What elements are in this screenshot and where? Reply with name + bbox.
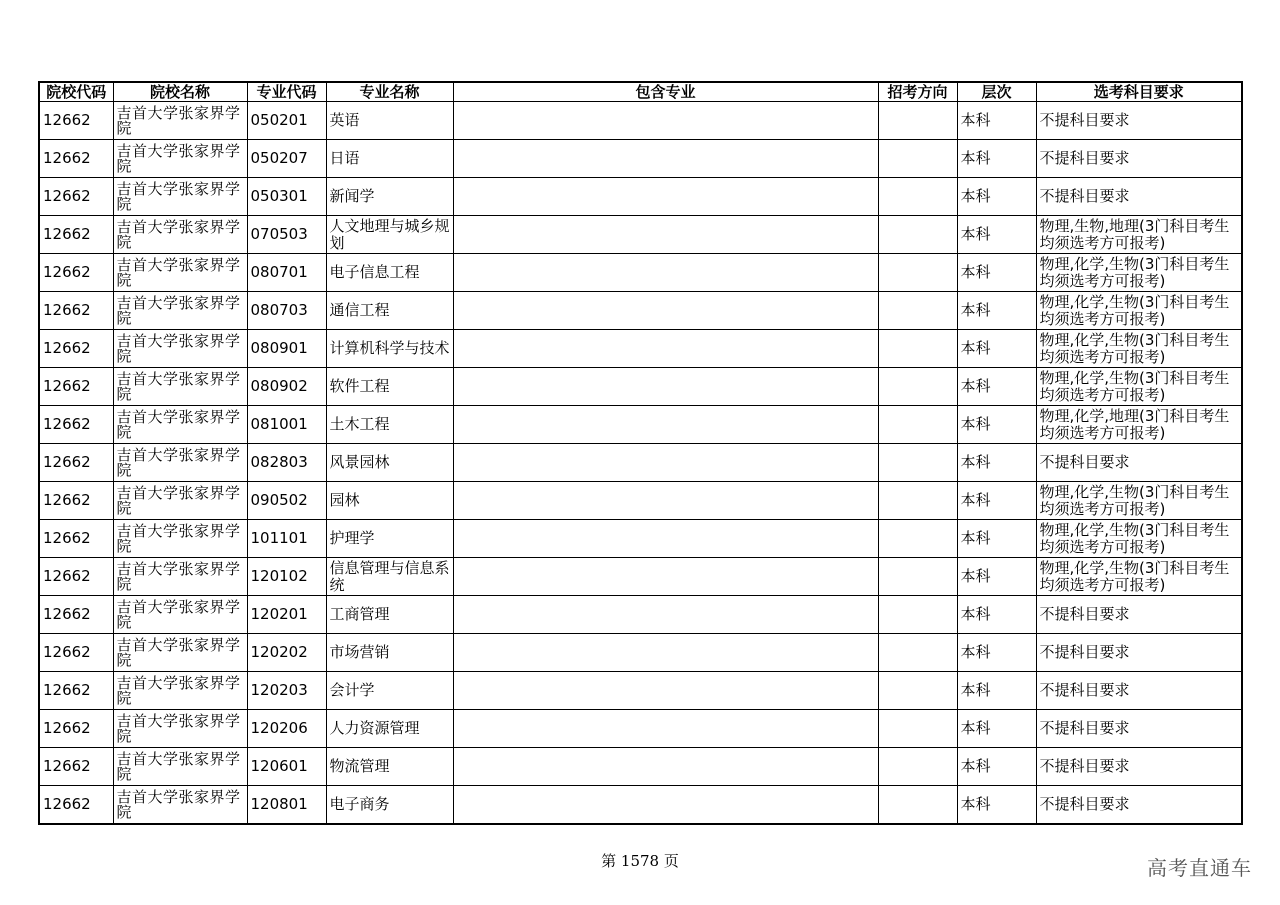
header-major-code: 专业代码 (247, 82, 326, 102)
major-code-cell: 070503 (247, 216, 326, 254)
watermark: 高考直通车 (1147, 856, 1252, 880)
school-code-cell: 12662 (39, 102, 113, 140)
school-code-cell: 12662 (39, 254, 113, 292)
subject-requirements-cell: 不提科目要求 (1036, 140, 1242, 178)
page-number: 第 1578 页 (601, 852, 679, 870)
included-majors-cell (453, 444, 878, 482)
school-code-cell: 12662 (39, 444, 113, 482)
level-cell: 本科 (957, 292, 1036, 330)
major-code-cell: 120102 (247, 558, 326, 596)
major-code-cell: 080901 (247, 330, 326, 368)
school-code-cell: 12662 (39, 672, 113, 710)
direction-cell (878, 292, 957, 330)
school-code-cell: 12662 (39, 178, 113, 216)
table-row (39, 254, 1242, 292)
school-code-cell: 12662 (39, 368, 113, 406)
table-body (39, 102, 1242, 825)
major-code-cell: 081001 (247, 406, 326, 444)
school-name-cell: 吉首大学张家界学院 (113, 634, 247, 672)
included-majors-cell (453, 786, 878, 825)
header-level: 层次 (957, 82, 1036, 102)
subject-requirements-cell: 不提科目要求 (1036, 444, 1242, 482)
table-row (39, 634, 1242, 672)
school-name-cell: 吉首大学张家界学院 (113, 444, 247, 482)
direction-cell (878, 444, 957, 482)
school-name-cell: 吉首大学张家界学院 (113, 406, 247, 444)
table-row (39, 140, 1242, 178)
school-code-cell: 12662 (39, 216, 113, 254)
header-subject-requirements: 选考科目要求 (1036, 82, 1242, 102)
table-row (39, 710, 1242, 748)
included-majors-cell (453, 292, 878, 330)
direction-cell (878, 330, 957, 368)
included-majors-cell (453, 330, 878, 368)
level-cell: 本科 (957, 368, 1036, 406)
major-code-cell: 120801 (247, 786, 326, 825)
included-majors-cell (453, 482, 878, 520)
school-name-cell: 吉首大学张家界学院 (113, 710, 247, 748)
major-name-cell: 市场营销 (326, 634, 453, 672)
major-code-cell: 120201 (247, 596, 326, 634)
subject-requirements-cell: 物理,化学,生物(3门科目考生均须选考方可报考) (1036, 368, 1242, 406)
major-code-cell: 050207 (247, 140, 326, 178)
major-name-cell: 计算机科学与技术 (326, 330, 453, 368)
level-cell: 本科 (957, 482, 1036, 520)
major-code-cell: 050301 (247, 178, 326, 216)
major-code-cell: 080701 (247, 254, 326, 292)
major-name-cell: 护理学 (326, 520, 453, 558)
school-code-cell: 12662 (39, 596, 113, 634)
school-name-cell: 吉首大学张家界学院 (113, 178, 247, 216)
level-cell: 本科 (957, 710, 1036, 748)
level-cell: 本科 (957, 634, 1036, 672)
major-name-cell: 通信工程 (326, 292, 453, 330)
major-code-cell: 050201 (247, 102, 326, 140)
major-name-cell: 英语 (326, 102, 453, 140)
included-majors-cell (453, 596, 878, 634)
school-code-cell: 12662 (39, 482, 113, 520)
major-name-cell: 园林 (326, 482, 453, 520)
included-majors-cell (453, 748, 878, 786)
major-name-cell: 工商管理 (326, 596, 453, 634)
school-name-cell: 吉首大学张家界学院 (113, 140, 247, 178)
level-cell: 本科 (957, 140, 1036, 178)
table-row (39, 292, 1242, 330)
major-code-cell: 120203 (247, 672, 326, 710)
table-row (39, 672, 1242, 710)
table-row (39, 520, 1242, 558)
major-code-cell: 082803 (247, 444, 326, 482)
school-name-cell: 吉首大学张家界学院 (113, 786, 247, 825)
included-majors-cell (453, 254, 878, 292)
major-code-cell: 080703 (247, 292, 326, 330)
level-cell: 本科 (957, 178, 1036, 216)
major-code-cell: 090502 (247, 482, 326, 520)
school-name-cell: 吉首大学张家界学院 (113, 520, 247, 558)
school-code-cell: 12662 (39, 786, 113, 825)
header-school-code: 院校代码 (39, 82, 113, 102)
included-majors-cell (453, 672, 878, 710)
major-name-cell: 软件工程 (326, 368, 453, 406)
level-cell: 本科 (957, 254, 1036, 292)
school-name-cell: 吉首大学张家界学院 (113, 558, 247, 596)
direction-cell (878, 216, 957, 254)
subject-requirements-cell: 物理,生物,地理(3门科目考生均须选考方可报考) (1036, 216, 1242, 254)
level-cell: 本科 (957, 216, 1036, 254)
school-name-cell: 吉首大学张家界学院 (113, 102, 247, 140)
school-name-cell: 吉首大学张家界学院 (113, 330, 247, 368)
subject-requirements-cell: 物理,化学,生物(3门科目考生均须选考方可报考) (1036, 520, 1242, 558)
level-cell: 本科 (957, 406, 1036, 444)
table-row (39, 216, 1242, 254)
direction-cell (878, 520, 957, 558)
direction-cell (878, 140, 957, 178)
subject-requirements-cell: 物理,化学,生物(3门科目考生均须选考方可报考) (1036, 292, 1242, 330)
included-majors-cell (453, 140, 878, 178)
school-code-cell: 12662 (39, 558, 113, 596)
level-cell: 本科 (957, 748, 1036, 786)
major-name-cell: 信息管理与信息系统 (326, 558, 453, 596)
school-name-cell: 吉首大学张家界学院 (113, 672, 247, 710)
table-row (39, 368, 1242, 406)
major-name-cell: 电子商务 (326, 786, 453, 825)
header-major-name: 专业名称 (326, 82, 453, 102)
school-code-cell: 12662 (39, 330, 113, 368)
direction-cell (878, 406, 957, 444)
school-code-cell: 12662 (39, 710, 113, 748)
subject-requirements-cell: 不提科目要求 (1036, 178, 1242, 216)
school-name-cell: 吉首大学张家界学院 (113, 292, 247, 330)
major-name-cell: 会计学 (326, 672, 453, 710)
included-majors-cell (453, 216, 878, 254)
direction-cell (878, 558, 957, 596)
direction-cell (878, 634, 957, 672)
header-row (39, 82, 1242, 102)
table-row (39, 102, 1242, 140)
school-code-cell: 12662 (39, 292, 113, 330)
school-code-cell: 12662 (39, 140, 113, 178)
table-row (39, 596, 1242, 634)
major-code-cell: 101101 (247, 520, 326, 558)
school-name-cell: 吉首大学张家界学院 (113, 216, 247, 254)
direction-cell (878, 102, 957, 140)
level-cell: 本科 (957, 672, 1036, 710)
direction-cell (878, 482, 957, 520)
subject-requirements-cell: 物理,化学,生物(3门科目考生均须选考方可报考) (1036, 558, 1242, 596)
subject-requirements-cell: 不提科目要求 (1036, 596, 1242, 634)
included-majors-cell (453, 558, 878, 596)
major-name-cell: 物流管理 (326, 748, 453, 786)
major-name-cell: 电子信息工程 (326, 254, 453, 292)
level-cell: 本科 (957, 596, 1036, 634)
direction-cell (878, 710, 957, 748)
level-cell: 本科 (957, 444, 1036, 482)
level-cell: 本科 (957, 558, 1036, 596)
table-row (39, 330, 1242, 368)
table-row (39, 748, 1242, 786)
subject-requirements-cell: 物理,化学,生物(3门科目考生均须选考方可报考) (1036, 482, 1242, 520)
level-cell: 本科 (957, 330, 1036, 368)
major-name-cell: 风景园林 (326, 444, 453, 482)
table-row (39, 786, 1242, 825)
subject-requirements-cell: 不提科目要求 (1036, 102, 1242, 140)
subject-requirements-cell: 不提科目要求 (1036, 710, 1242, 748)
table-row (39, 444, 1242, 482)
direction-cell (878, 596, 957, 634)
major-code-cell: 120202 (247, 634, 326, 672)
major-name-cell: 日语 (326, 140, 453, 178)
school-code-cell: 12662 (39, 748, 113, 786)
school-name-cell: 吉首大学张家界学院 (113, 254, 247, 292)
major-code-cell: 080902 (247, 368, 326, 406)
subject-requirements-cell: 不提科目要求 (1036, 634, 1242, 672)
header-included-majors: 包含专业 (453, 82, 878, 102)
major-code-cell: 120206 (247, 710, 326, 748)
table-row (39, 406, 1242, 444)
table-row (39, 178, 1242, 216)
table-row (39, 482, 1242, 520)
included-majors-cell (453, 710, 878, 748)
major-name-cell: 新闻学 (326, 178, 453, 216)
subject-requirements-cell: 不提科目要求 (1036, 672, 1242, 710)
admissions-table (38, 81, 1243, 825)
subject-requirements-cell: 不提科目要求 (1036, 786, 1242, 825)
included-majors-cell (453, 368, 878, 406)
included-majors-cell (453, 520, 878, 558)
level-cell: 本科 (957, 102, 1036, 140)
included-majors-cell (453, 406, 878, 444)
level-cell: 本科 (957, 520, 1036, 558)
direction-cell (878, 672, 957, 710)
school-name-cell: 吉首大学张家界学院 (113, 482, 247, 520)
school-name-cell: 吉首大学张家界学院 (113, 596, 247, 634)
included-majors-cell (453, 102, 878, 140)
major-code-cell: 120601 (247, 748, 326, 786)
school-name-cell: 吉首大学张家界学院 (113, 748, 247, 786)
school-code-cell: 12662 (39, 634, 113, 672)
school-code-cell: 12662 (39, 520, 113, 558)
direction-cell (878, 786, 957, 825)
subject-requirements-cell: 物理,化学,生物(3门科目考生均须选考方可报考) (1036, 254, 1242, 292)
header-school-name: 院校名称 (113, 82, 247, 102)
header-direction: 招考方向 (878, 82, 957, 102)
included-majors-cell (453, 634, 878, 672)
school-name-cell: 吉首大学张家界学院 (113, 368, 247, 406)
included-majors-cell (453, 178, 878, 216)
major-name-cell: 人文地理与城乡规划 (326, 216, 453, 254)
level-cell: 本科 (957, 786, 1036, 825)
direction-cell (878, 748, 957, 786)
table-row (39, 558, 1242, 596)
major-name-cell: 人力资源管理 (326, 710, 453, 748)
direction-cell (878, 368, 957, 406)
school-code-cell: 12662 (39, 406, 113, 444)
direction-cell (878, 254, 957, 292)
subject-requirements-cell: 物理,化学,地理(3门科目考生均须选考方可报考) (1036, 406, 1242, 444)
subject-requirements-cell: 不提科目要求 (1036, 748, 1242, 786)
subject-requirements-cell: 物理,化学,生物(3门科目考生均须选考方可报考) (1036, 330, 1242, 368)
major-name-cell: 土木工程 (326, 406, 453, 444)
direction-cell (878, 178, 957, 216)
